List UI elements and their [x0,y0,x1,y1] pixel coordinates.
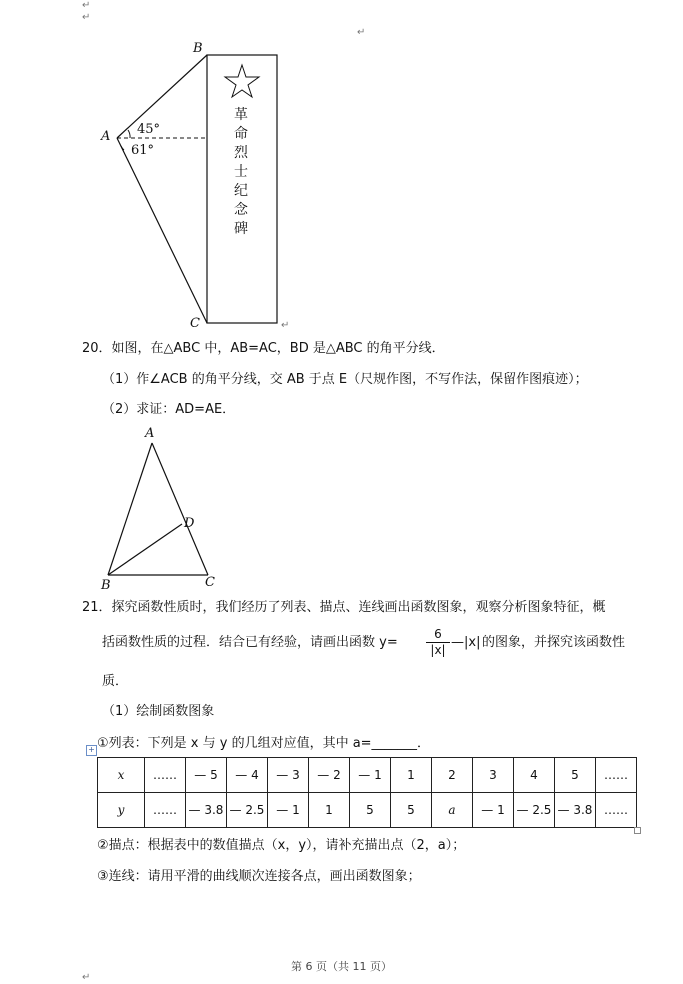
table-row-x [98,758,637,793]
paragraph-mark: ↵ [281,320,290,331]
table-cell: 5 [555,758,596,793]
q20-stem: 20．如图，在△ABC 中，AB=AC，BD 是△ABC 的角平分线． [82,341,445,356]
fraction-denominator: |x| [426,642,450,658]
table-cell: — 2.5 [227,793,268,828]
table-cell: — 3.8 [555,793,596,828]
table-cell: — 3.8 [186,793,227,828]
monument-figure [90,38,310,338]
table-cell: …… [145,758,186,793]
q20-part2: （2）求证：AD=AE． [102,402,236,417]
q21-step2: ②描点：根据表中的数值描点（x，y），请补充描出点（2，a）； [97,838,466,853]
angle-arc-top [128,130,130,138]
label-a: A [101,129,111,144]
q21-step3: ③连线：请用平滑的曲线顺次连接各点，画出函数图象； [97,869,421,884]
paragraph-mark: ↵ [82,12,91,23]
table-cell: y [98,793,145,828]
label-b: B [193,41,203,56]
table-move-handle-icon[interactable]: + [86,745,97,756]
fraction-numerator: 6 [434,627,442,641]
tri-label-b: B [101,578,111,593]
table-cell: — 3 [268,758,309,793]
table-cell: — 5 [186,758,227,793]
table-cell: x [98,758,145,793]
q21-line2-pre: 括函数性质的过程．结合已有经验，请画出函数 y= [102,635,398,650]
tri-label-c: C [205,575,215,590]
monument-char: 命 [234,126,248,142]
q21-line2-mid: —|x| [451,635,481,650]
table-cell: 1 [391,758,432,793]
table-cell: a [432,793,473,828]
angle-45-label: 45° [137,122,161,137]
q21-line1: 21．探究函数性质时，我们经历了列表、描点、连线画出函数图象，观察分析图象特征，概 [82,600,606,615]
monument-char: 士 [234,164,248,180]
star-icon [225,65,259,97]
line-ab [117,55,207,138]
table-cell: 3 [473,758,514,793]
paragraph-mark: ↵ [82,0,91,11]
side-ac [152,443,208,575]
tri-label-a: A [145,426,155,441]
fraction [426,627,450,658]
line-ac [117,138,207,323]
monument-char: 革 [234,107,248,123]
table-cell: …… [145,793,186,828]
monument-char: 念 [234,202,248,218]
table-cell: — 2 [309,758,350,793]
angle-61-label: 61° [131,143,155,158]
table-cell: 5 [350,793,391,828]
monument-char: 纪 [234,183,248,199]
table-resize-handle[interactable] [634,827,641,834]
q21-line2-post: 的图象，并探究该函数性 [482,635,626,650]
segment-bd [108,524,182,575]
paragraph-mark: ↵ [357,27,366,38]
table-cell: — 4 [227,758,268,793]
table-cell: — 1 [473,793,514,828]
table-cell: — 1 [350,758,391,793]
table-cell: — 2.5 [514,793,555,828]
table-cell: …… [596,793,637,828]
monument-char: 碑 [234,221,248,237]
q21-step1: ①列表：下列是 x 与 y 的几组对应值，其中 a=_______． [97,736,431,751]
tri-label-d: D [184,516,195,531]
monument-char: 烈 [234,145,248,161]
q21-line3: 质． [102,674,129,689]
page-footer: 第 6 页（共 11 页） [291,960,392,973]
label-c: C [190,316,200,331]
paragraph-mark: ↵ [82,972,91,983]
values-table [97,757,637,828]
monument-inscription [226,106,256,239]
table-cell: 4 [514,758,555,793]
table-row-y [98,793,637,828]
side-ab [108,443,152,575]
table-cell: …… [596,758,637,793]
table-cell: — 1 [268,793,309,828]
triangle-figure [95,425,235,595]
table-cell: 2 [432,758,473,793]
q21-part1: （1）绘制函数图象 [102,704,215,719]
table-cell: 1 [309,793,350,828]
q20-part1: （1）作∠ACB 的角平分线，交 AB 于点 E（尺规作图，不写作法，保留作图痕迹）； [102,372,588,387]
table-cell: 5 [391,793,432,828]
